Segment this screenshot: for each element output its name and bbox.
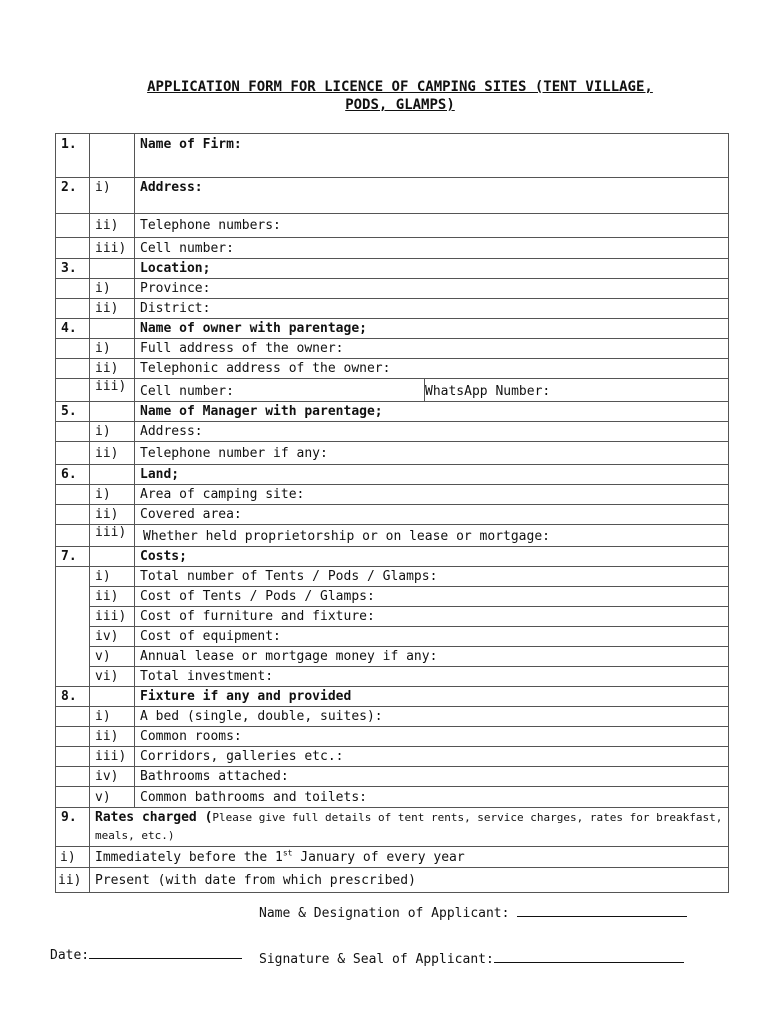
section-number: 1. [56,134,90,178]
form-title-line2: PODS, GLAMPS) [345,97,455,113]
sub-number: ii) [90,587,135,607]
row-cell-number [56,238,729,259]
section-number: 8. [56,687,90,707]
field-address[interactable]: Address: [135,178,729,214]
row-fixture [56,687,729,707]
row-area-of-camping-site [56,485,729,505]
field-manager-address[interactable]: Address: [135,422,729,442]
rates-charged-note: Please give full details of tent rents, service charges, rates for breakfast, meals, etc.) [95,811,723,842]
sub-number: vi) [90,667,135,687]
name-designation-label: Name & Designation of Applicant: [259,906,518,921]
row-owner-telephonic-address [56,359,729,379]
field-province[interactable]: Province: [135,279,729,299]
row-cost-of-equipment [56,627,729,647]
field-rates-before-january[interactable] [90,847,729,868]
row-owner-cell [56,379,729,402]
sub-number: iii) [90,607,135,627]
field-total-investment[interactable]: Total investment: [135,667,729,687]
row-district [56,299,729,319]
field-rates-present[interactable]: Present (with date from which prescribed) [90,868,729,893]
field-proprietorship[interactable]: Whether held proprietorship or on lease or mortgage: [135,525,729,547]
sub-number: ii) [90,299,135,319]
field-cost-of-tents[interactable]: Cost of Tents / Pods / Glamps: [135,587,729,607]
section-heading-fixture: Fixture if any and provided [135,687,729,707]
section-number: 2. [56,178,90,214]
row-province [56,279,729,299]
section-number: 9. [56,808,90,847]
sub-number: iii) [90,525,135,547]
field-manager-telephone[interactable]: Telephone number if any: [135,442,729,465]
row-telephone-numbers [56,214,729,238]
field-covered-area[interactable]: Covered area: [135,505,729,525]
date-row [50,948,242,963]
field-cost-of-equipment[interactable]: Cost of equipment: [135,627,729,647]
section-heading-land: Land; [135,465,729,485]
rates-before-text: Immediately before the 1 [95,849,283,865]
row-proprietorship [56,525,729,547]
section-number: 4. [56,319,90,339]
sub-number: iii) [90,747,135,767]
rates-before-text-end: January of every year [292,849,465,865]
field-manager-name[interactable]: Name of Manager with parentage; [135,402,729,422]
superscript-st: st [282,848,293,858]
row-common-rooms [56,727,729,747]
row-cost-of-tents [56,587,729,607]
signature-row [259,952,684,967]
sub-number: ii) [90,442,135,465]
field-common-bathrooms[interactable]: Common bathrooms and toilets: [135,787,729,808]
field-name-of-firm[interactable]: Name of Firm: [135,134,729,178]
sub-number: ii) [90,214,135,238]
sub-number: ii) [90,359,135,379]
sub-number: ii) [90,505,135,525]
rates-charged-label: Rates charged ( [95,810,213,825]
field-bathrooms-attached[interactable]: Bathrooms attached: [135,767,729,787]
row-common-bathrooms [56,787,729,808]
row-rates-before-january [56,847,729,868]
application-table [55,133,729,893]
section-number: 6. [56,465,90,485]
field-owner-name[interactable]: Name of owner with parentage; [135,319,729,339]
signature-label: Signature & Seal of Applicant: [259,952,494,967]
form-title [40,78,760,114]
sub-number: v) [90,787,135,808]
date-line[interactable] [89,958,242,959]
sub-number: iv) [90,627,135,647]
date-label: Date: [50,948,90,963]
row-total-tents [56,567,729,587]
section-number: 7. [56,547,90,567]
field-area-of-camping-site[interactable]: Area of camping site: [135,485,729,505]
row-bathrooms-attached [56,767,729,787]
sub-number: i) [56,847,90,868]
form-title-line1: APPLICATION FORM FOR LICENCE OF CAMPING SITES (TENT VILLAGE, [147,79,653,95]
field-district[interactable]: District: [135,299,729,319]
row-covered-area [56,505,729,525]
field-owner-whatsapp-number[interactable]: WhatsApp Number: [425,379,729,402]
sub-number: iii) [90,379,135,402]
section-heading-costs: Costs; [135,547,729,567]
sub-number: i) [90,422,135,442]
section-number: 5. [56,402,90,422]
field-telephone-numbers[interactable]: Telephone numbers: [135,214,729,238]
field-owner-cell-number[interactable]: Cell number: [135,379,425,402]
field-cell-number[interactable]: Cell number: [135,238,729,259]
section-number: 3. [56,259,90,279]
row-total-investment [56,667,729,687]
row-location [56,259,729,279]
sub-number: i) [90,279,135,299]
sub-number: iii) [90,238,135,259]
row-cost-of-furniture [56,607,729,627]
field-total-tents[interactable]: Total number of Tents / Pods / Glamps: [135,567,729,587]
field-annual-lease[interactable]: Annual lease or mortgage money if any: [135,647,729,667]
sub-number: i) [90,339,135,359]
name-designation-row [259,906,687,921]
field-rates-charged[interactable] [90,808,729,847]
row-corridors [56,747,729,767]
name-designation-line[interactable] [517,916,687,917]
sub-number: ii) [56,868,90,893]
field-corridors[interactable]: Corridors, galleries etc.: [135,747,729,767]
sub-number: iv) [90,767,135,787]
row-land [56,465,729,485]
sub-number: ii) [90,727,135,747]
row-manager-telephone [56,442,729,465]
field-bed[interactable]: A bed (single, double, suites): [135,707,729,727]
field-owner-telephonic-address[interactable]: Telephonic address of the owner: [135,359,729,379]
row-owner-name [56,319,729,339]
row-costs [56,547,729,567]
row-owner-address [56,339,729,359]
row-annual-lease [56,647,729,667]
sub-number: i) [90,567,135,587]
field-cost-of-furniture[interactable]: Cost of furniture and fixture: [135,607,729,627]
sub-number: v) [90,647,135,667]
row-rates-present [56,868,729,893]
row-rates-charged [56,808,729,847]
section-heading-location: Location; [135,259,729,279]
sub-number: i) [90,707,135,727]
signature-line[interactable] [494,962,684,963]
field-owner-address[interactable]: Full address of the owner: [135,339,729,359]
row-bed [56,707,729,727]
row-manager-name [56,402,729,422]
row-name-of-firm [56,134,729,178]
field-common-rooms[interactable]: Common rooms: [135,727,729,747]
row-address [56,178,729,214]
sub-number: i) [90,178,135,214]
row-manager-address [56,422,729,442]
sub-number: i) [90,485,135,505]
